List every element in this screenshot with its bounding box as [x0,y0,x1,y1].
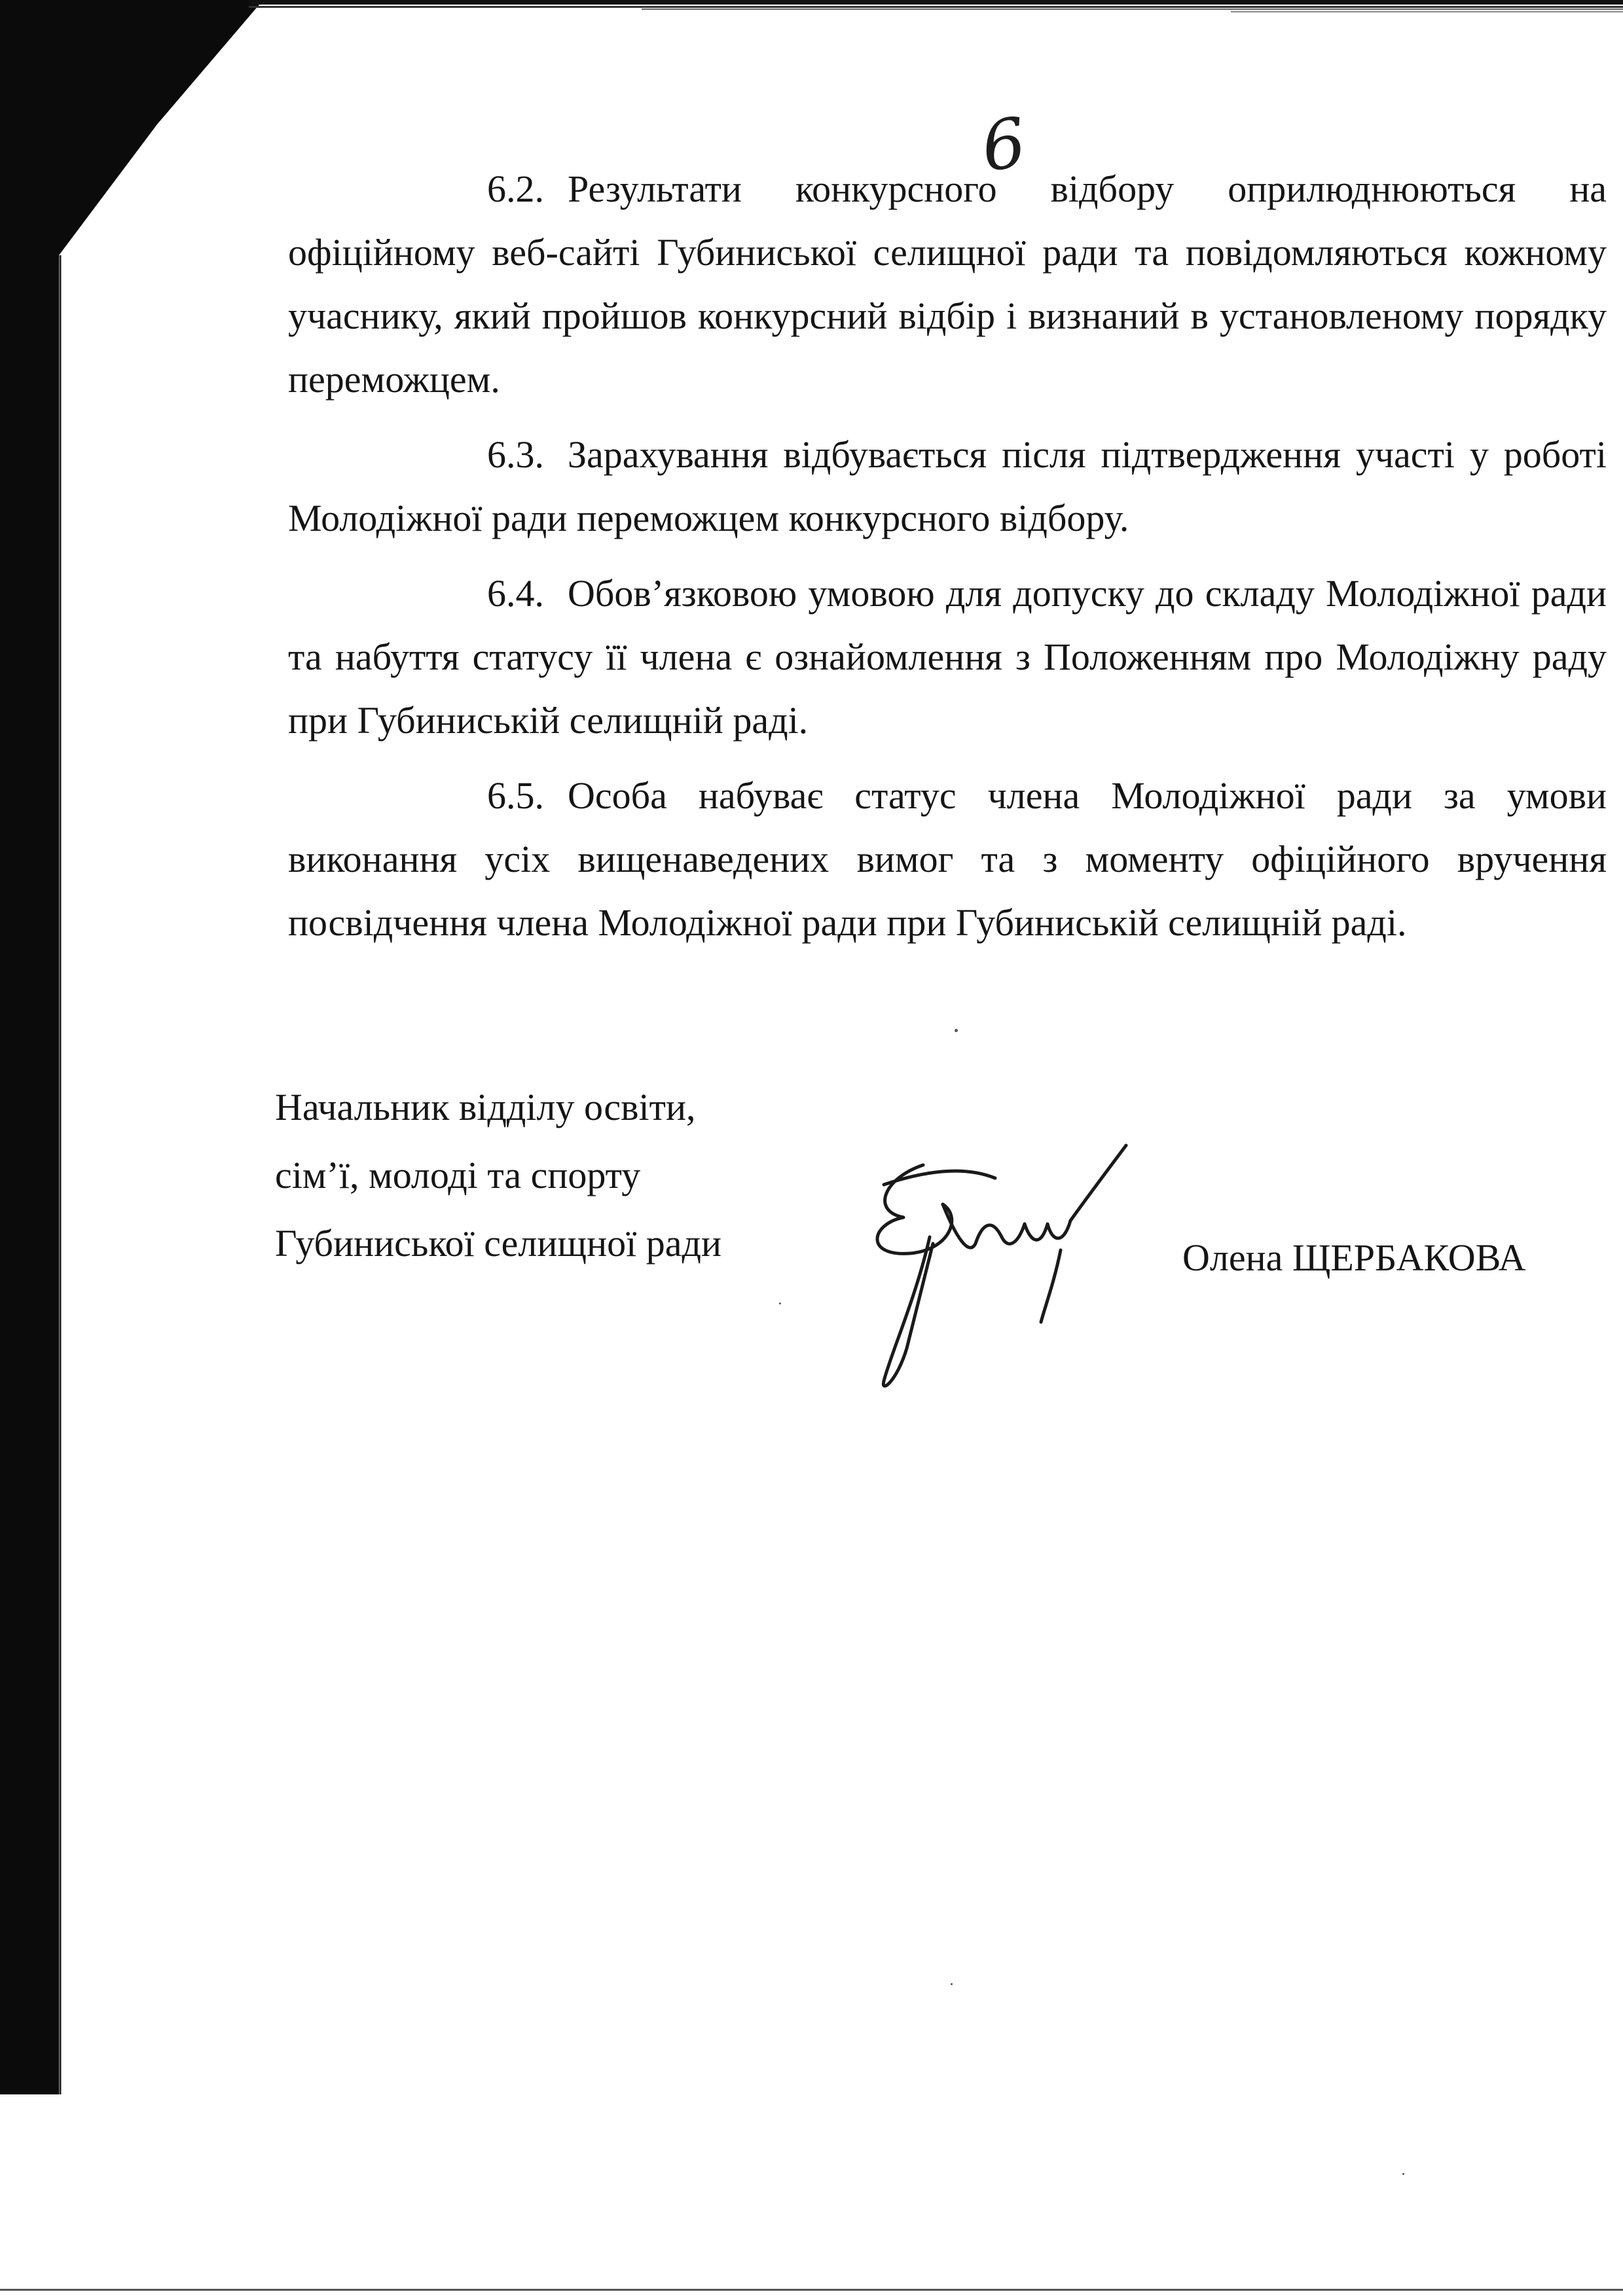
position-line: Губиниської селищної ради [275,1222,722,1265]
paragraph-number: 6.4. [487,572,544,615]
paragraph-number: 6.5. [487,774,544,817]
paragraph-6-5 [288,764,1607,954]
position-line: Начальник відділу освіти, [275,1086,696,1128]
paragraph-text: Особа набуває статус члена Молодіжної ради за умови виконання усіх вищенаведених вимог та з моменту офіційного вручення посвідчення члена Молодіжної ради при Губиниській селищній раді. [288,774,1607,944]
scan-speck [779,1302,781,1304]
scan-speck [1402,2173,1404,2175]
signatory-position [275,1073,721,1278]
scan-bottom-edge [0,2289,1623,2291]
paragraph-number: 6.2. [487,168,544,210]
position-line: сім’ї, молоді та спорту [275,1154,641,1196]
signatory-name: Олена ЩЕРБАКОВА [1182,1236,1526,1279]
paragraph-6-2 [288,157,1607,411]
paragraph-text: Результати конкурсного відбору оприлюднюються на офіційному веб-сайті Губиниської селищної ради та повідомляються кожному учаснику, який пройшов конкурсний відбір і визнаний в установленому порядку переможцем. [288,168,1607,401]
scan-speck [951,1983,953,1985]
page-number: 6 [976,101,1031,188]
document-body [288,157,1607,966]
scan-top-edge [249,0,1623,18]
paragraph-number: 6.3. [487,433,544,476]
scan-speck [955,1029,958,1032]
handwritten-signature [845,1139,1146,1388]
scan-shadow-corner [0,0,275,2094]
paragraph-text: Обов’язковою умовою для допуску до складу Молодіжної ради та набуття статусу її члена є ознайомлення з Положенням про Молодіжну раду при Губиниській селищній раді. [288,572,1607,742]
paragraph-text: Зарахування відбувається після підтвердження участі у роботі Молодіжної ради переможцем конкурсного відбору. [288,433,1607,539]
paragraph-6-3 [288,423,1607,550]
paragraph-6-4 [288,562,1607,752]
